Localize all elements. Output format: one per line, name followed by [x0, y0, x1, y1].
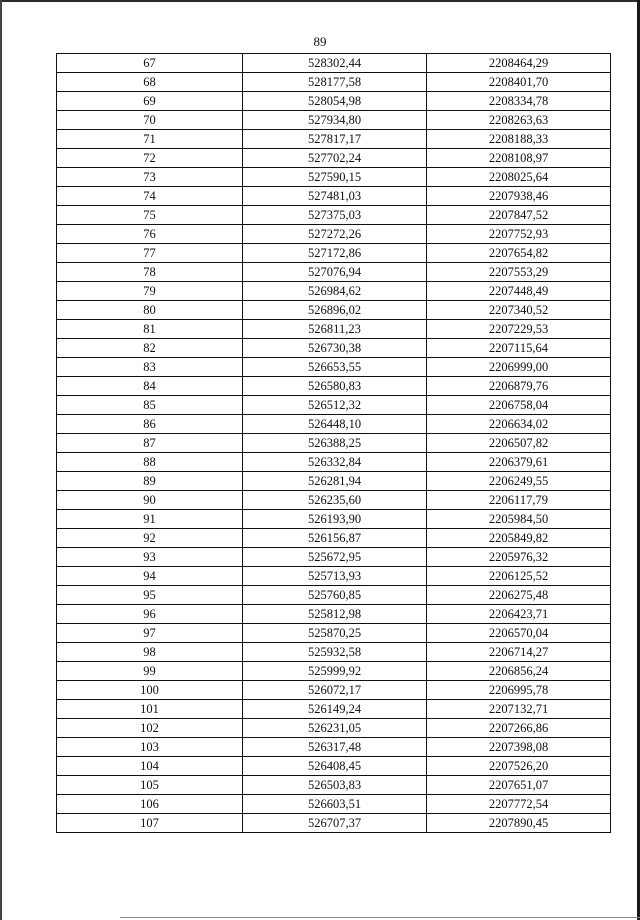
table-row	[57, 149, 611, 168]
coordinates-table	[56, 53, 611, 833]
x-coordinate-cell: 526193,90	[243, 510, 427, 529]
table-row	[57, 586, 611, 605]
table-row	[57, 681, 611, 700]
point-number-cell: 102	[57, 719, 243, 738]
x-coordinate-cell: 526896,02	[243, 301, 427, 320]
y-coordinate-cell: 2207526,20	[427, 757, 611, 776]
table-row	[57, 358, 611, 377]
table-row	[57, 339, 611, 358]
y-coordinate-cell: 2207229,53	[427, 320, 611, 339]
point-number-cell: 93	[57, 548, 243, 567]
table-row	[57, 624, 611, 643]
x-coordinate-cell: 526231,05	[243, 719, 427, 738]
point-number-cell: 90	[57, 491, 243, 510]
y-coordinate-cell: 2207847,52	[427, 206, 611, 225]
table-row	[57, 643, 611, 662]
y-coordinate-cell: 2208464,29	[427, 54, 611, 73]
point-number-cell: 101	[57, 700, 243, 719]
table-row	[57, 776, 611, 795]
point-number-cell: 94	[57, 567, 243, 586]
table-row	[57, 320, 611, 339]
point-number-cell: 85	[57, 396, 243, 415]
x-coordinate-cell: 526580,83	[243, 377, 427, 396]
x-coordinate-cell: 525812,98	[243, 605, 427, 624]
coordinates-table-body	[57, 54, 611, 833]
scan-edge-bottom	[120, 917, 640, 918]
table-row	[57, 244, 611, 263]
table-row	[57, 491, 611, 510]
table-row	[57, 738, 611, 757]
point-number-cell: 69	[57, 92, 243, 111]
table-row	[57, 453, 611, 472]
point-number-cell: 96	[57, 605, 243, 624]
scan-edge-top	[0, 0, 640, 2]
table-row	[57, 301, 611, 320]
y-coordinate-cell: 2206856,24	[427, 662, 611, 681]
x-coordinate-cell: 526984,62	[243, 282, 427, 301]
point-number-cell: 104	[57, 757, 243, 776]
table-row	[57, 130, 611, 149]
table-row	[57, 605, 611, 624]
y-coordinate-cell: 2207115,64	[427, 339, 611, 358]
y-coordinate-cell: 2207448,49	[427, 282, 611, 301]
table-row	[57, 396, 611, 415]
x-coordinate-cell: 526512,32	[243, 396, 427, 415]
table-row	[57, 282, 611, 301]
point-number-cell: 77	[57, 244, 243, 263]
table-row	[57, 567, 611, 586]
x-coordinate-cell: 525713,93	[243, 567, 427, 586]
point-number-cell: 76	[57, 225, 243, 244]
x-coordinate-cell: 527272,26	[243, 225, 427, 244]
y-coordinate-cell: 2207398,08	[427, 738, 611, 757]
point-number-cell: 97	[57, 624, 243, 643]
x-coordinate-cell: 526653,55	[243, 358, 427, 377]
x-coordinate-cell: 526072,17	[243, 681, 427, 700]
y-coordinate-cell: 2206879,76	[427, 377, 611, 396]
x-coordinate-cell: 527590,15	[243, 168, 427, 187]
point-number-cell: 74	[57, 187, 243, 206]
y-coordinate-cell: 2208263,63	[427, 111, 611, 130]
x-coordinate-cell: 527172,86	[243, 244, 427, 263]
point-number-cell: 84	[57, 377, 243, 396]
table-row	[57, 814, 611, 833]
table-row	[57, 795, 611, 814]
x-coordinate-cell: 525672,95	[243, 548, 427, 567]
x-coordinate-cell: 525870,25	[243, 624, 427, 643]
x-coordinate-cell: 528177,58	[243, 73, 427, 92]
point-number-cell: 86	[57, 415, 243, 434]
y-coordinate-cell: 2208108,97	[427, 149, 611, 168]
y-coordinate-cell: 2207132,71	[427, 700, 611, 719]
point-number-cell: 98	[57, 643, 243, 662]
point-number-cell: 73	[57, 168, 243, 187]
table-row	[57, 757, 611, 776]
table-row	[57, 92, 611, 111]
point-number-cell: 105	[57, 776, 243, 795]
y-coordinate-cell: 2206117,79	[427, 491, 611, 510]
table-row	[57, 510, 611, 529]
y-coordinate-cell: 2206423,71	[427, 605, 611, 624]
point-number-cell: 82	[57, 339, 243, 358]
y-coordinate-cell: 2206249,55	[427, 472, 611, 491]
point-number-cell: 75	[57, 206, 243, 225]
table-row	[57, 377, 611, 396]
x-coordinate-cell: 526156,87	[243, 529, 427, 548]
table-row	[57, 263, 611, 282]
table-row	[57, 719, 611, 738]
x-coordinate-cell: 527481,03	[243, 187, 427, 206]
x-coordinate-cell: 526448,10	[243, 415, 427, 434]
y-coordinate-cell: 2206507,82	[427, 434, 611, 453]
y-coordinate-cell: 2205976,32	[427, 548, 611, 567]
x-coordinate-cell: 526332,84	[243, 453, 427, 472]
y-coordinate-cell: 2207938,46	[427, 187, 611, 206]
point-number-cell: 80	[57, 301, 243, 320]
y-coordinate-cell: 2206125,52	[427, 567, 611, 586]
x-coordinate-cell: 526317,48	[243, 738, 427, 757]
y-coordinate-cell: 2206999,00	[427, 358, 611, 377]
table-row	[57, 472, 611, 491]
x-coordinate-cell: 527817,17	[243, 130, 427, 149]
table-row	[57, 187, 611, 206]
y-coordinate-cell: 2207752,93	[427, 225, 611, 244]
y-coordinate-cell: 2207654,82	[427, 244, 611, 263]
x-coordinate-cell: 525999,92	[243, 662, 427, 681]
table-row	[57, 700, 611, 719]
scan-edge-left	[0, 0, 2, 920]
x-coordinate-cell: 527375,03	[243, 206, 427, 225]
x-coordinate-cell: 526503,83	[243, 776, 427, 795]
y-coordinate-cell: 2205849,82	[427, 529, 611, 548]
x-coordinate-cell: 525932,58	[243, 643, 427, 662]
x-coordinate-cell: 525760,85	[243, 586, 427, 605]
x-coordinate-cell: 527934,80	[243, 111, 427, 130]
x-coordinate-cell: 526149,24	[243, 700, 427, 719]
y-coordinate-cell: 2206570,04	[427, 624, 611, 643]
y-coordinate-cell: 2206379,61	[427, 453, 611, 472]
y-coordinate-cell: 2207266,86	[427, 719, 611, 738]
point-number-cell: 71	[57, 130, 243, 149]
x-coordinate-cell: 528302,44	[243, 54, 427, 73]
y-coordinate-cell: 2207553,29	[427, 263, 611, 282]
point-number-cell: 91	[57, 510, 243, 529]
table-row	[57, 54, 611, 73]
point-number-cell: 103	[57, 738, 243, 757]
y-coordinate-cell: 2205984,50	[427, 510, 611, 529]
x-coordinate-cell: 526281,94	[243, 472, 427, 491]
point-number-cell: 79	[57, 282, 243, 301]
table-row	[57, 548, 611, 567]
point-number-cell: 100	[57, 681, 243, 700]
y-coordinate-cell: 2206714,27	[427, 643, 611, 662]
y-coordinate-cell: 2207772,54	[427, 795, 611, 814]
x-coordinate-cell: 526730,38	[243, 339, 427, 358]
point-number-cell: 70	[57, 111, 243, 130]
page-number: 89	[313, 34, 327, 49]
point-number-cell: 92	[57, 529, 243, 548]
y-coordinate-cell: 2208025,64	[427, 168, 611, 187]
point-number-cell: 72	[57, 149, 243, 168]
y-coordinate-cell: 2208334,78	[427, 92, 611, 111]
x-coordinate-cell: 526707,37	[243, 814, 427, 833]
x-coordinate-cell: 526235,60	[243, 491, 427, 510]
y-coordinate-cell: 2207651,07	[427, 776, 611, 795]
point-number-cell: 88	[57, 453, 243, 472]
table-row	[57, 73, 611, 92]
y-coordinate-cell: 2206995,78	[427, 681, 611, 700]
table-row	[57, 111, 611, 130]
point-number-cell: 67	[57, 54, 243, 73]
x-coordinate-cell: 527702,24	[243, 149, 427, 168]
point-number-cell: 81	[57, 320, 243, 339]
y-coordinate-cell: 2206758,04	[427, 396, 611, 415]
y-coordinate-cell: 2207340,52	[427, 301, 611, 320]
point-number-cell: 83	[57, 358, 243, 377]
table-row	[57, 225, 611, 244]
point-number-cell: 99	[57, 662, 243, 681]
y-coordinate-cell: 2206275,48	[427, 586, 611, 605]
table-row	[57, 434, 611, 453]
x-coordinate-cell: 526811,23	[243, 320, 427, 339]
point-number-cell: 107	[57, 814, 243, 833]
table-row	[57, 206, 611, 225]
table-row	[57, 662, 611, 681]
point-number-cell: 95	[57, 586, 243, 605]
point-number-cell: 87	[57, 434, 243, 453]
x-coordinate-cell: 526388,25	[243, 434, 427, 453]
table-row	[57, 168, 611, 187]
point-number-cell: 106	[57, 795, 243, 814]
y-coordinate-cell: 2208401,70	[427, 73, 611, 92]
x-coordinate-cell: 528054,98	[243, 92, 427, 111]
table-row	[57, 529, 611, 548]
table-row	[57, 415, 611, 434]
x-coordinate-cell: 526603,51	[243, 795, 427, 814]
y-coordinate-cell: 2208188,33	[427, 130, 611, 149]
x-coordinate-cell: 527076,94	[243, 263, 427, 282]
point-number-cell: 78	[57, 263, 243, 282]
x-coordinate-cell: 526408,45	[243, 757, 427, 776]
point-number-cell: 68	[57, 73, 243, 92]
y-coordinate-cell: 2207890,45	[427, 814, 611, 833]
y-coordinate-cell: 2206634,02	[427, 415, 611, 434]
point-number-cell: 89	[57, 472, 243, 491]
